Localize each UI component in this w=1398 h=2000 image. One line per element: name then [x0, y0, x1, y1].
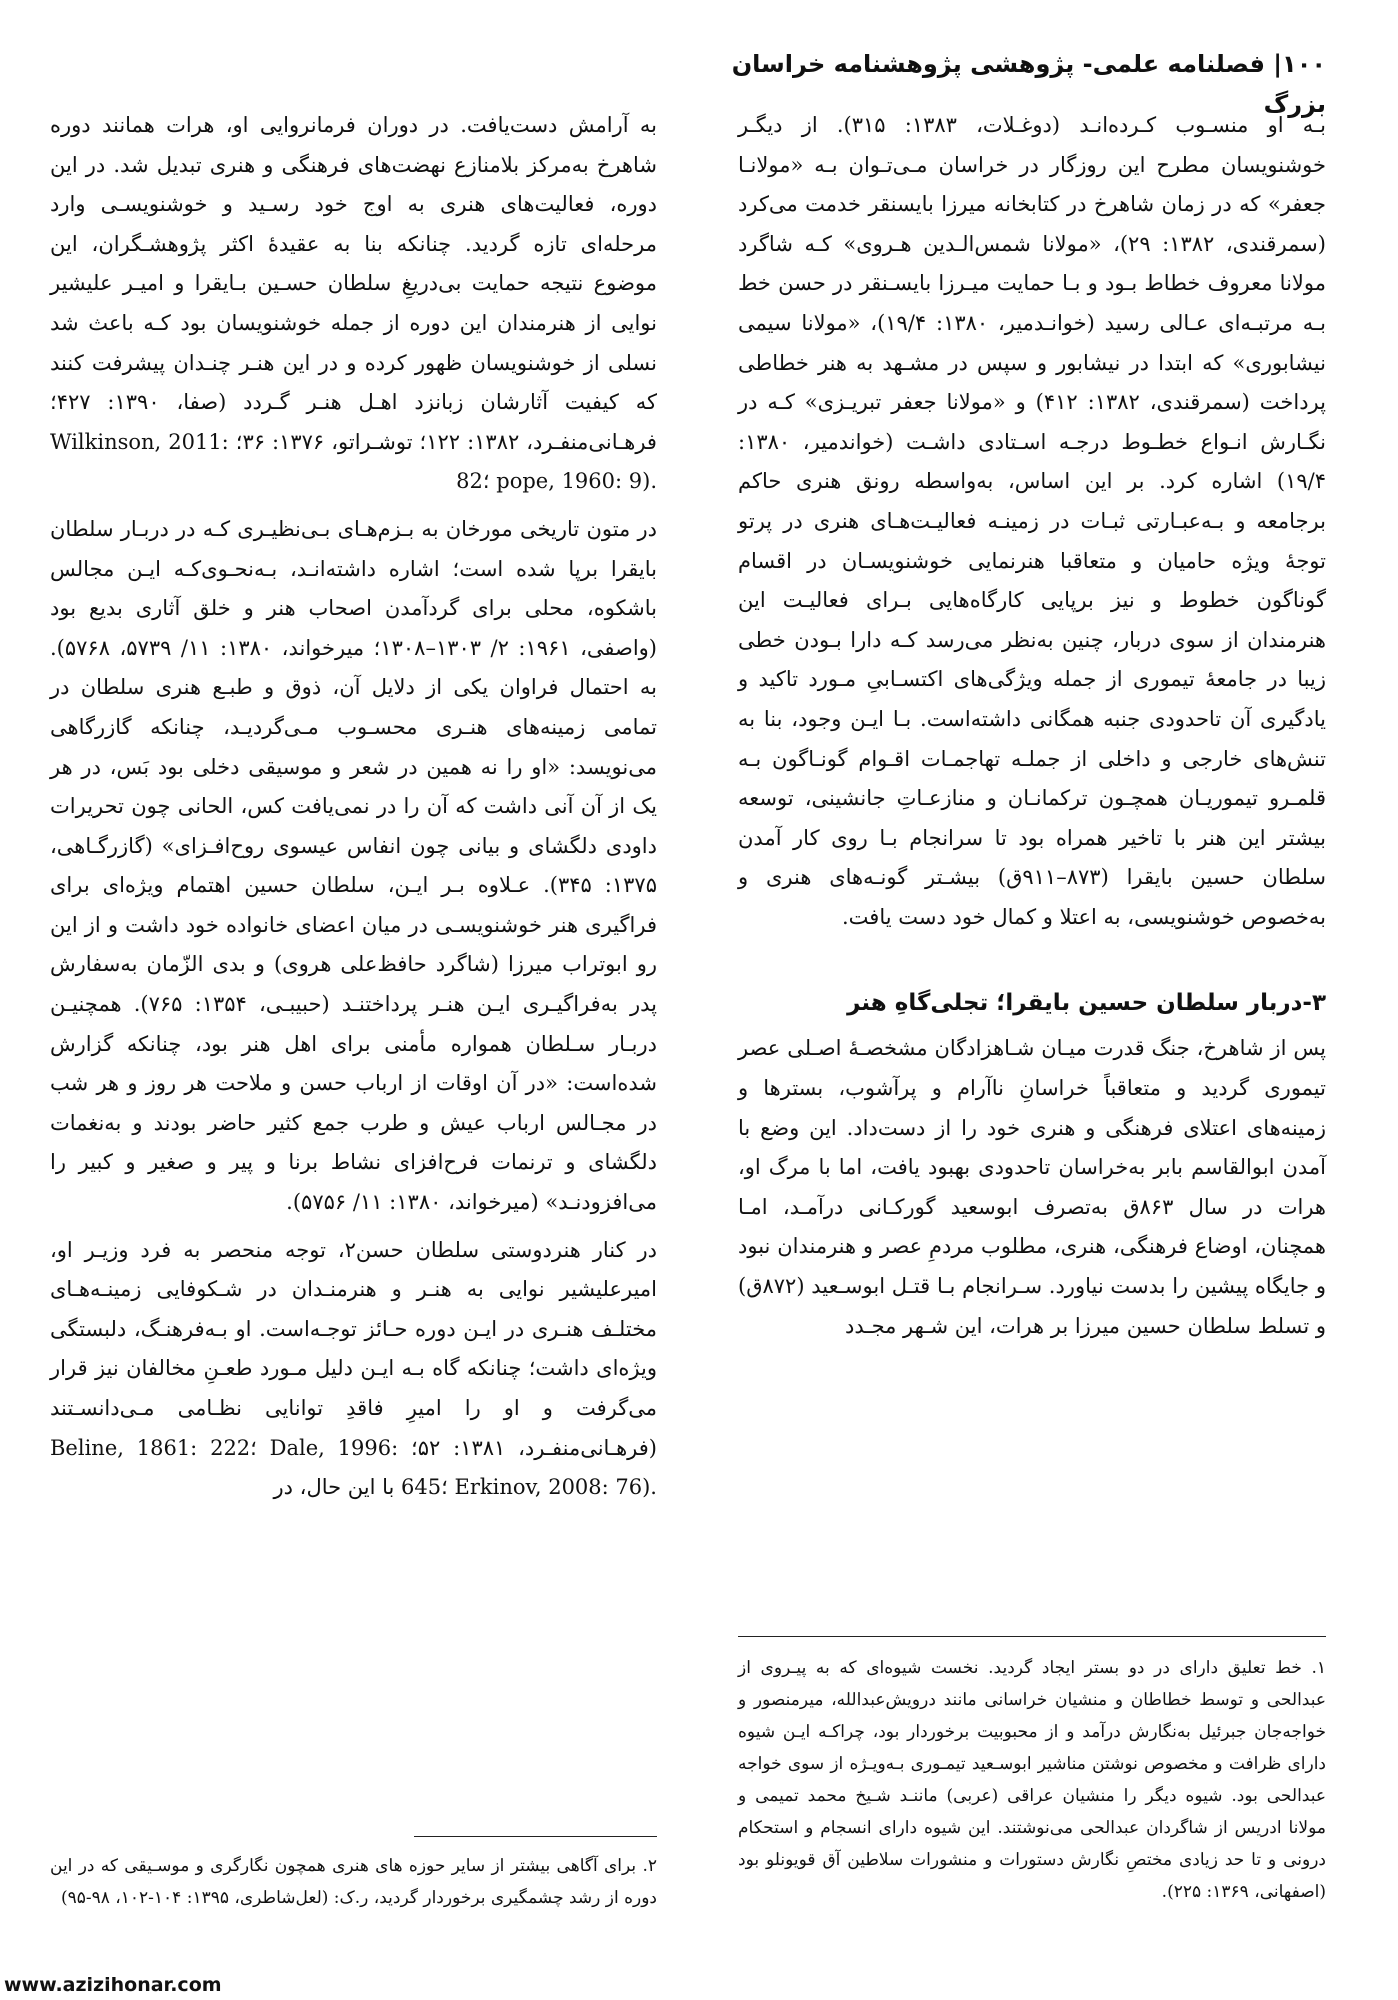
paragraph: بـه او منسـوب کـرده‌انـد (دوغـلات، ۱۳۸۳: ۳۱۵). از دیگـر خوشنویسان مطرح این روزگار در خراسان مـی‌تـوان بـه «مولانـا جعفر» که در زمان شاهرخ در کتابخانه میرزا بایسنقر خدمت می‌کرد (سمرقندی، ۱۳۸۲: ۲۹)، «مولانا شمس‌الـدین هـروی» کـه شاگرد مولانا معروف خطاط بـود و بـا حمایت میـرزا بایسـنقر در حسن خط بـه مرتبـه‌ای عـالی رسید (خوانـدمیر، ۱۳۸۰: ۱۹/۴)، «مولانا سیمی نیشابوری» که ابتدا در نیشابور و سپس در مشـهد به هنر خطاطی پرداخت (سمرقندی، ۱۳۸۲: ۴۱۲) و «مولانا جعفر تبریـزی» کـه در نگـارش انـواع خطـوط درجـه اسـتادی داشـت (خواندمیر، ۱۳۸۰: ۱۹/۴) اشاره کرد. بر این اساس، به‌واسطه رونق هنری حاکم برجامعه و بـه‌عبـارتی ثبـات در زمینـه فعالیـت‌هـای هنری در پرتو توجهٔ ویژه حامیان و متعاقبا هنرنمایی خوشنویسـان در اقسام گوناگون خطوط و نیز برپایی کارگاه‌هایی بـرای فعالیـت این هنرمندان از سوی دربار، چنین به‌نظر می‌رسد کـه دارا بـودن خطی زیبا در جامعهٔ تیموری از جمله ویژگی‌های اکتسـابیِ مـورد تاکید و یادگیری آن تاحدودی جنبه همگانی داشته‌است. بـا ایـن وجود، بنا به تنش‌های خارجی و داخلی از جملـه تهاجمـات اقـوام گونـاگون بـه قلمـرو تیموریـان همچـون ترکمانـان و منازعـاتِ جانشینی، توسعه بیشتر این هنر با تاخیر همراه بود تا سرانجام بـا روی کار آمدن سلطان حسین بایقرا (۸۷۳–۹۱۱ق) بیشـتر گونـه‌های هنری و به‌خصوص خوشنویسی، به اعتلا و کمال خود دست یافت.: [738, 113, 1326, 929]
footnote-area: [738, 1652, 1326, 1908]
paragraph: [50, 1231, 657, 1508]
paragraph: [50, 106, 657, 502]
citation-latin: Beline, 1861: 222؛ Dale, 1996: 645؛ Erkinov, 2008: 76).: [50, 1435, 657, 1500]
footnote-separator: [414, 1836, 657, 1837]
paragraph-text: به آرامش دست‌یافت. در دوران فرمانروایی او، هرات همانند دوره شاهرخ به‌مرکز بلامنازع نهضت‌های فرهنگی و هنری تبدیل شد. در این دوره، فعالیت‌های هنری به اوج خود رسـید و خوشنویسـی وارد مرحله‌ای تازه گردید. چنانکه بنا به عقیدهٔ اکثر پژوهشـگران، این موضوع نتیجه حمایت بی‌دریغِ سلطان حسـین بـایقرا و امیـر علیشیر نوایی از هنرمندان این دوره از جمله خوشنویسان بود کـه باعث شد نسلی از خوشنویسان ظهور کرده و در این هنـر چنـدان پیشرفت کنند که کیفیت آثارشان زبانزد اهـل هنـر گـردد (صفا، ۱۳۹۰: ۴۲۷؛ فرهـانی‌منفـرد، ۱۳۸۲: ۱۲۲؛ توشـراتو، ۱۳۷۶: ۳۶؛: [50, 113, 657, 454]
right-column: [738, 106, 1326, 1354]
footnote-area: [50, 1850, 657, 1914]
footnote-separator: [738, 1636, 1326, 1637]
website-footer: www.azizihonar.com: [4, 1974, 222, 1996]
running-header: ۱۰۰| فصلنامه علمی- پژوهشی پژوهشنامه خراسان بزرگ: [731, 50, 1326, 118]
paragraph: در متون تاریخی مورخان به بـزم‌هـای بـی‌نظیـری کـه در دربـار سلطان بایقرا برپا شده است؛ اشاره داشته‌انـد، بـه‌نحـوی‌کـه ایـن مجالس باشکوه، محلی برای گردآمدن اصحاب هنر و خلق آثاری بدیع بود (واصفی، ۱۹۶۱: ۲/ ۱۳۰۳–۱۳۰۸؛ میرخواند، ۱۳۸۰: ۱۱/ ۵۷۳۹، ۵۷۶۸). به احتمال فراوان یکی از دلایل آن، ذوق و طبـع هنری سلطان در تمامی زمینه‌های هنـری محسـوب مـی‌گردیـد، چنانکه گازرگاهی می‌نویسد: «او را نه همین در شعر و موسیقی دخلی بود بَس، در هر یک از آن آنی داشت که آن را در نمی‌یافت کس، الحانی چون تحریرات داودی دلگشای و بیانی چون انفاس عیسوی روح‌افـزای» (گازرگـاهی، ۱۳۷۵: ۳۴۵). عـلاوه بـر ایـن، سلطان حسین اهتمام ویژه‌ای برای فراگیری هنر خوشنویسـی در میان اعضای خانواده خود داشت و از این رو ابوتراب میرزا (شاگرد حافظ‌علی هروی) و بدی الزّمان به‌سفارش پدر به‌فراگیـری ایـن هنـر پرداختنـد (حبیبـی، ۱۳۵۴: ۷۶۵). همچنیـن دربـار سـلطان همواره مأمنی برای اهل هنر بود، چنانکه گزارش شده‌است: «در آن اوقات از ارباب حسن و ملاحت هر روز و هر شب در مجـالس ارباب عیش و طرب جمع کثیر حاضر بودند و به‌نغمات دلگشای و ترنمات فرح‌افزای نشاط برنا و پیر و صغیر و کبیر را می‌افزودنـد» (میرخواند، ۱۳۸۰: ۱۱/ ۵۷۵۶).: [50, 516, 657, 1215]
paragraph-text: در کنار هنردوستی سلطان حسن۲، توجه منحصر به فرد وزیـر او، امیرعلیشیر نوایی به هنـر و هنرمنـدان در شـکوفایی زمینـه‌هـای مختلـف هنـری در ایـن دوره حـائز توجـه‌است. او بـه‌فرهنـگ، دلبستگی ویژه‌ای داشت؛ چنانکه گاه بـه ایـن دلیل مـورد طعـنِ مخالفان نیز قرار می‌گرفت و او را امیرِ فاقدِ توانایی نظـامی مـی‌دانسـتند (فرهـانی‌منفـرد، ۱۳۸۱: ۵۲؛: [50, 1237, 658, 1460]
paragraph-text: با این حال، در: [273, 1475, 395, 1500]
footnote: ۱. خط تعلیق دارای در دو بستر ایجاد گردید. نخست شیوه‌ای که به پیـروی از عبدالحی و توسط خطاطان و منشیان خراسانی مانند درویش‌عبدالله، میرمنصور و خواجه‌جان جبرئیل به‌نگارش درآمد و از محبوبیت برخوردار بود، چراکـه ایـن شیوه دارای ظرافت و مخصوص نوشتن مناشیر ابوسـعید تیمـوری بـه‌ویـژه از سوی خواجه عبدالحی بود. شیوه دیگر را منشیان عراقی (عربی) ماننـد شـیخ محمد تمیمی و مولانا ادریس از شاگردان عبدالحی می‌نوشتند. این شیوه دارای انسجام و استحکام درونی و تا حد زیادی مختصِ نگارش دستورات و منشورات سلاطین آق قویونلو بود (اصفهانی، ۱۳۶۹: ۲۲۵).: [738, 1658, 1326, 1902]
footnote: ۲. برای آگاهی بیشتر از سایر حوزه های هنری همچون نگارگری و موسـیقی که در این دوره از رشد چشمگیری برخوردار گردید، ر.ک: (لعل‌شاطری، ۱۳۹۵: ۱۰۴-۱۰۲، ۹۸-۹۵): [50, 1856, 657, 1908]
section-heading: ۳-دربار سلطان حسین بایقرا؛ تجلی‌گاهِ هنر: [847, 990, 1326, 1017]
paragraph: پس از شاهرخ، جنگ قدرت میـان شـاهزادگان مشخصـهٔ اصـلی عصر تیموری گردید و متعاقباً خراسانِ ناآرام و پرآشوب، بسترها و زمینه‌های اعتلای فرهنگی و هنری خود را از دست‌داد. این وضع با آمدن ابوالقاسم بابر به‌خراسان تاحدودی بهبود یافت، اما با مرگ او، هرات در سال ۸۶۳ق به‌تصرف ابوسعید گورکـانی درآمـد، امـا همچنان، اوضاع فرهنگی، هنری، مطلوب مردمِ عصر و هنرمندان نبود و جایگاه پیشین را بدست نیاورد. سـرانجام بـا قتـل ابوسـعید (۸۷۲ق) و تسلط سلطان حسین میرزا بر هرات، این شـهر مجـدد: [738, 1036, 1326, 1338]
citation-latin: Wilkinson, 2011: 82؛ pope, 1960: 9).: [50, 429, 657, 494]
left-column: [50, 106, 657, 1516]
